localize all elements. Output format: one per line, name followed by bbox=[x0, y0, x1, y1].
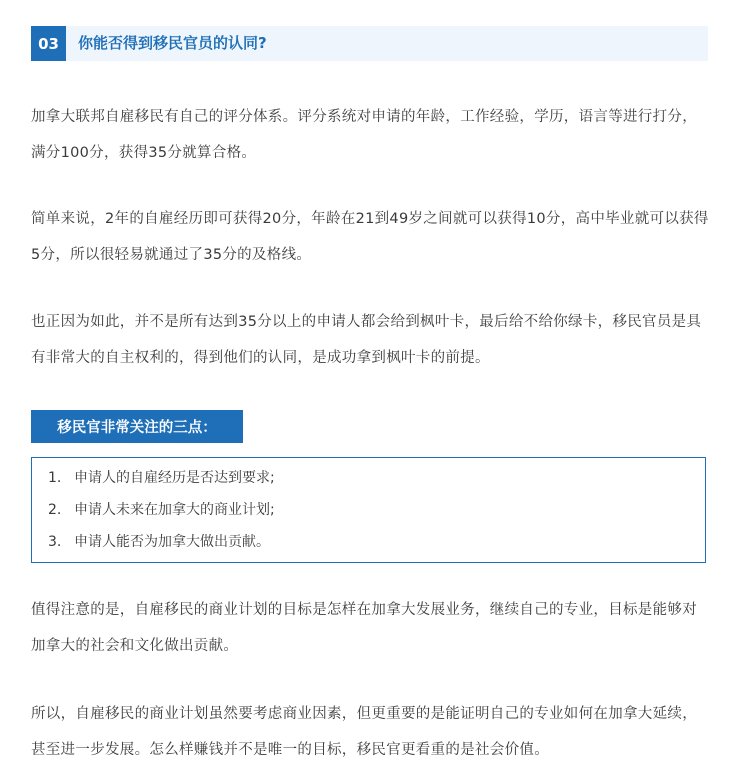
list-item-number: 2. bbox=[48, 502, 62, 518]
paragraph-officer-discretion: 也正因为如此，并不是所有达到35分以上的申请人都会给到枫叶卡，最后给不给你绿卡，移民官员是具有非常大的自主权利的，得到他们的认同，是成功拿到枫叶卡的前提。 bbox=[31, 314, 702, 366]
paragraph-social-value: 所以，自雇移民的商业计划虽然要考虑商业因素，但更重要的是能证明自己的专业如何在加拿大延续，甚至进一步发展。怎么样赚钱并不是唯一的目标，移民官更看重的是社会价值。 bbox=[31, 706, 697, 758]
section-number-badge: 03 bbox=[31, 26, 66, 61]
list-item bbox=[48, 466, 275, 490]
paragraph-scoring-example: 简单来说，2年的自雇经历即可获得20分，年龄在21到49岁之间就可以获得10分，高中毕业就可以获得5分，所以很轻易就通过了35分的及格线。 bbox=[31, 211, 709, 263]
focus-points-list bbox=[31, 457, 706, 563]
section-title: 你能否得到移民官员的认同? bbox=[78, 34, 267, 52]
list-item bbox=[48, 530, 270, 554]
paragraph-business-plan-goal: 值得注意的是，自雇移民的商业计划的目标是怎样在加拿大发展业务，继续自己的专业，目标是能够对加拿大的社会和文化做出贡献。 bbox=[31, 602, 697, 654]
list-item-number: 3. bbox=[48, 534, 62, 550]
list-item-text: 申请人未来在加拿大的商业计划; bbox=[74, 502, 275, 518]
section-header bbox=[31, 26, 708, 61]
list-item-text: 申请人能否为加拿大做出贡献。 bbox=[74, 534, 270, 550]
list-item-text: 申请人的自雇经历是否达到要求; bbox=[74, 470, 275, 486]
paragraph-scoring-system: 加拿大联邦自雇移民有自己的评分体系。评分系统对申请的年龄，工作经验，学历，语言等进行打分，满分100分，获得35分就算合格。 bbox=[31, 109, 697, 161]
list-item bbox=[48, 498, 275, 522]
list-item-number: 1. bbox=[48, 470, 62, 486]
focus-points-label: 移民官非常关注的三点： bbox=[31, 410, 243, 443]
